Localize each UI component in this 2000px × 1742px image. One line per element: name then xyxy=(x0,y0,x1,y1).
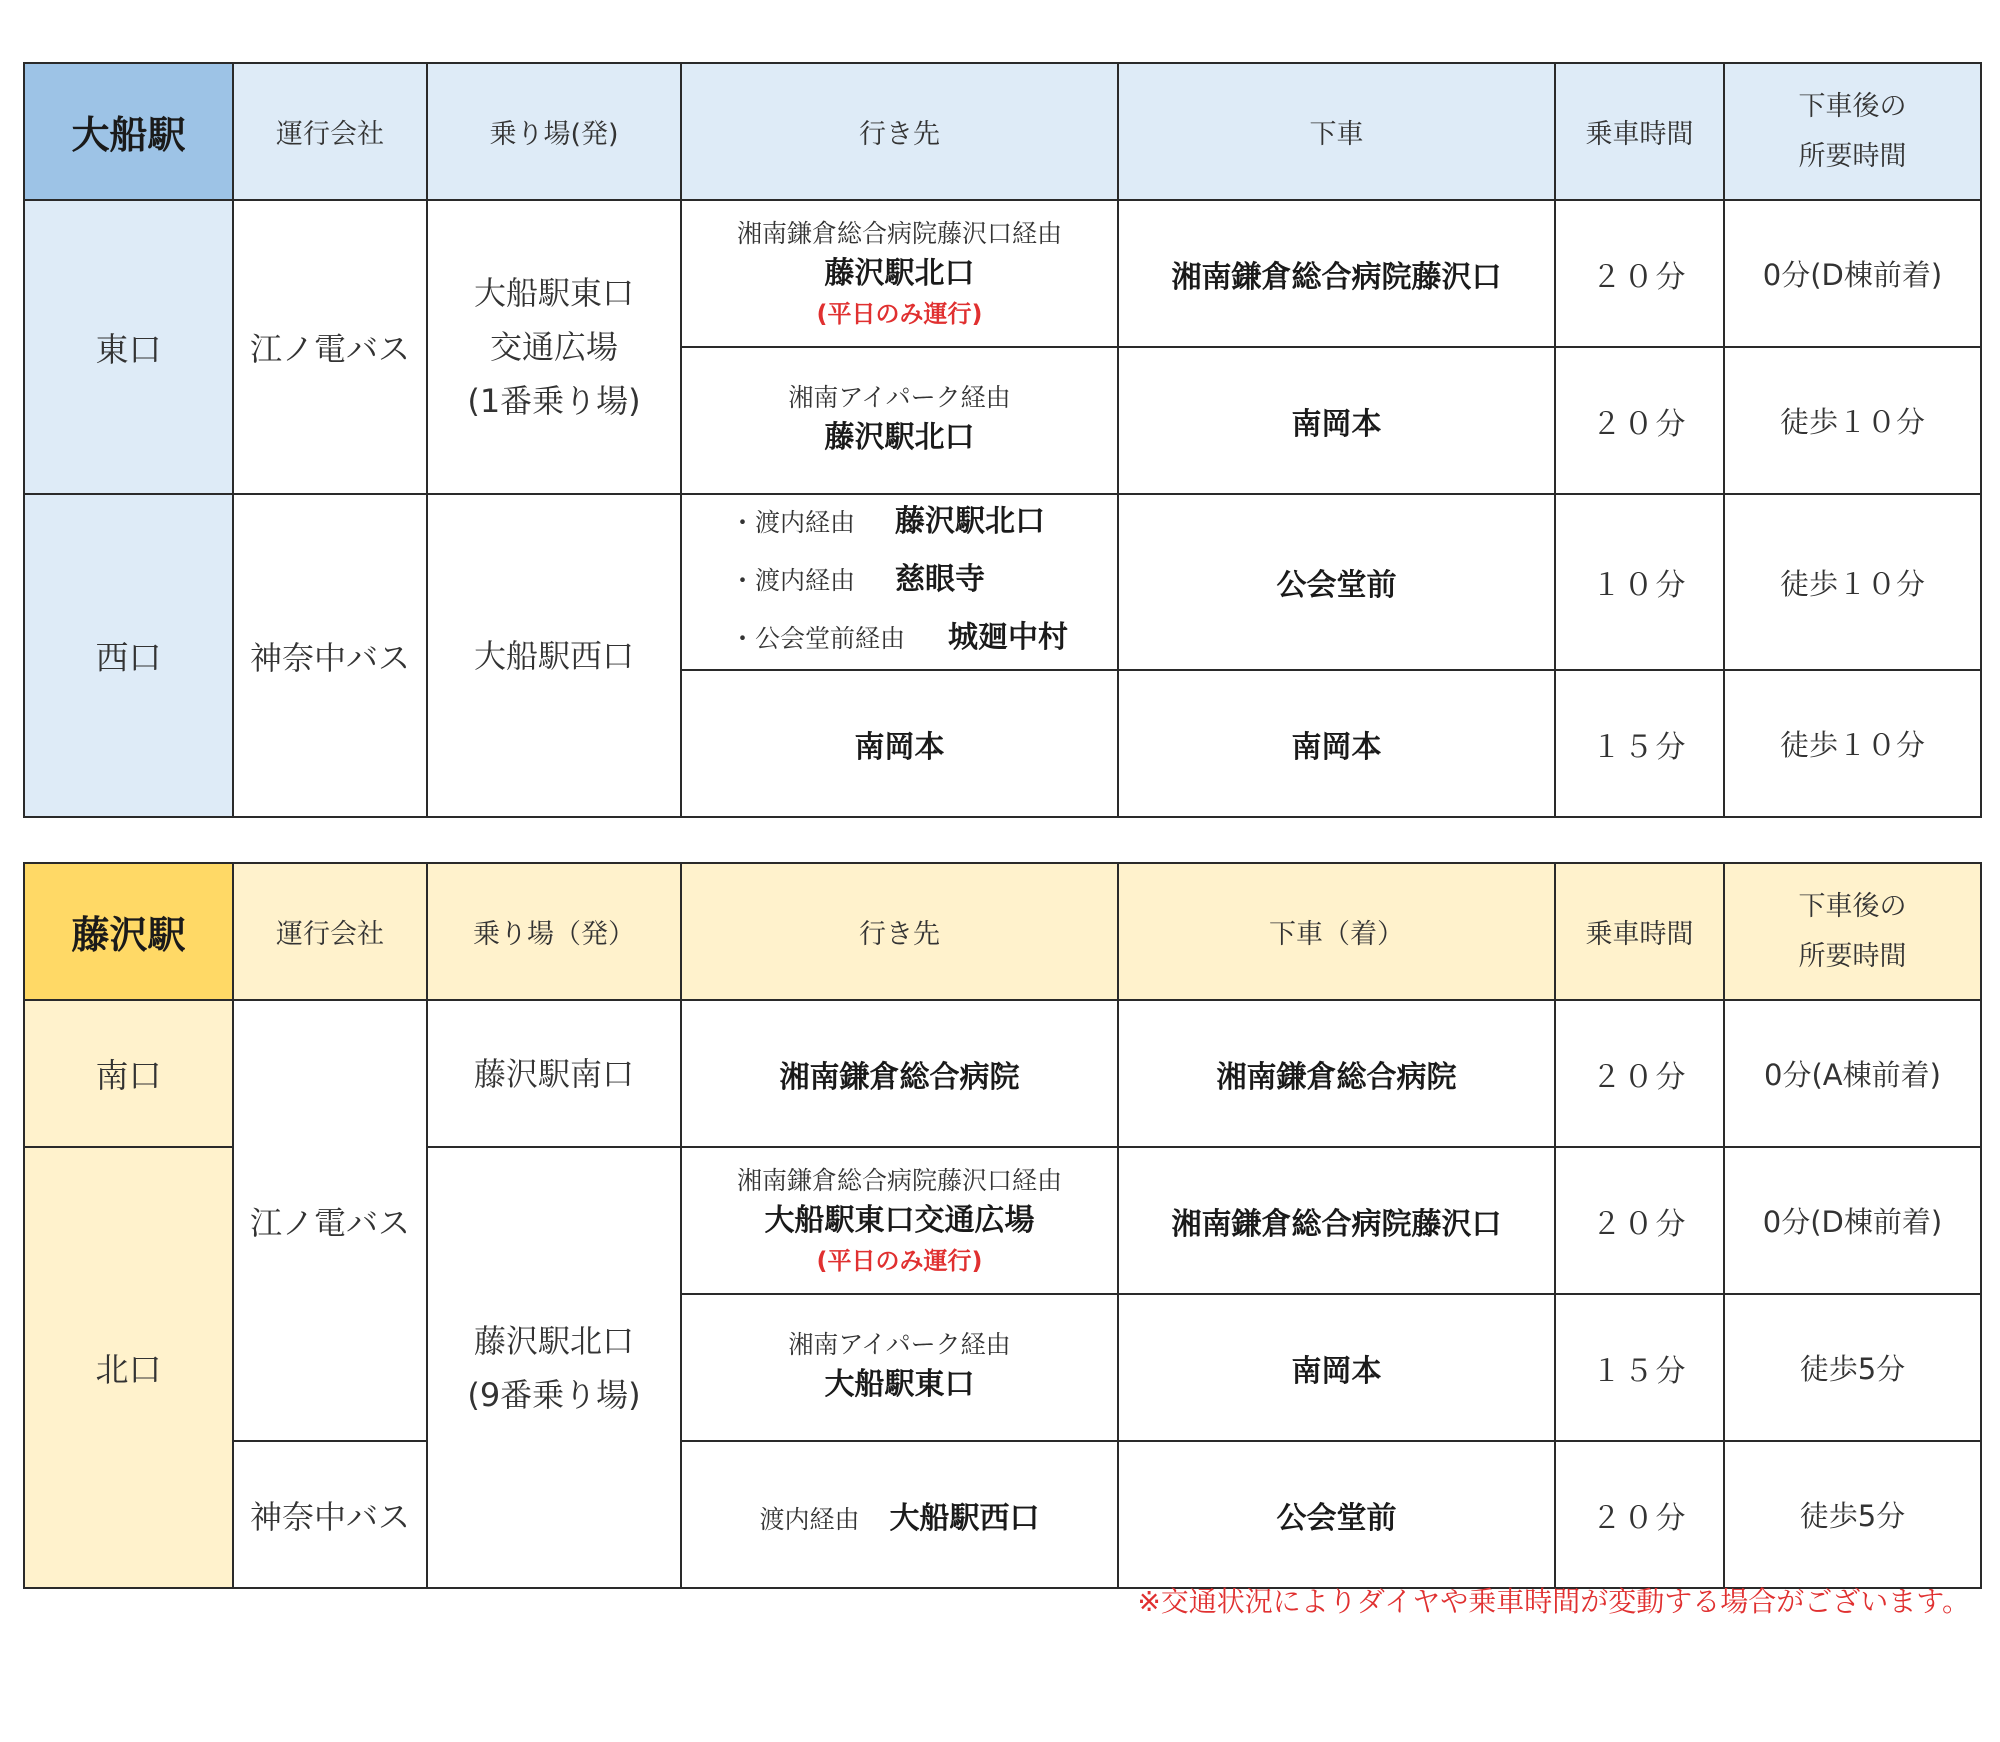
header-platform: 乗り場（発） xyxy=(427,863,681,1000)
fujisawa-station-title: 藤沢駅 xyxy=(24,863,233,1000)
fujisawa-header-row xyxy=(24,863,1981,1000)
header-company: 運行会社 xyxy=(233,63,427,200)
platform-cell: 大船駅西口 xyxy=(427,494,681,817)
destination-cell: 湘南鎌倉総合病院藤沢口経由 大船駅東口交通広場 (平日のみ運行) xyxy=(681,1147,1118,1294)
header-company: 運行会社 xyxy=(233,863,427,1000)
company-cell: 江ノ電バス xyxy=(233,1000,427,1441)
ride-time-cell: ２０分 xyxy=(1555,200,1724,347)
destination-cell: 南岡本 xyxy=(681,670,1118,817)
header-alight: 下車（着） xyxy=(1118,863,1555,1000)
alight-cell: 湘南鎌倉総合病院藤沢口 xyxy=(1118,200,1555,347)
exit-label-east: 東口 xyxy=(24,200,233,494)
after-time-cell: 徒歩１０分 xyxy=(1724,347,1981,494)
header-after-time: 下車後の 所要時間 xyxy=(1724,63,1981,200)
after-time-cell: 徒歩5分 xyxy=(1724,1441,1981,1588)
ofuna-timetable xyxy=(23,62,1982,818)
after-time-cell: 徒歩5分 xyxy=(1724,1294,1981,1441)
header-destination: 行き先 xyxy=(681,63,1118,200)
after-time-cell: 徒歩１０分 xyxy=(1724,494,1981,670)
company-cell: 神奈中バス xyxy=(233,494,427,817)
after-time-cell: 0分(D棟前着) xyxy=(1724,200,1981,347)
fujisawa-timetable xyxy=(23,862,1982,1589)
alight-cell: 南岡本 xyxy=(1118,670,1555,817)
ride-time-cell: ２０分 xyxy=(1555,347,1724,494)
alight-cell: 南岡本 xyxy=(1118,347,1555,494)
header-destination: 行き先 xyxy=(681,863,1118,1000)
platform-cell: 藤沢駅北口 (9番乗り場) xyxy=(427,1147,681,1588)
company-cell: 神奈中バス xyxy=(233,1441,427,1588)
table-row xyxy=(24,200,1981,347)
alight-cell: 湘南鎌倉総合病院 xyxy=(1118,1000,1555,1147)
ride-time-cell: ２０分 xyxy=(1555,1147,1724,1294)
exit-label-west: 西口 xyxy=(24,494,233,817)
header-ride-time: 乗車時間 xyxy=(1555,863,1724,1000)
alight-cell: 南岡本 xyxy=(1118,1294,1555,1441)
header-after-time: 下車後の 所要時間 xyxy=(1724,863,1981,1000)
ride-time-cell: １０分 xyxy=(1555,494,1724,670)
table-row xyxy=(24,1000,1981,1147)
alight-cell: 公会堂前 xyxy=(1118,1441,1555,1588)
after-time-cell: 0分(A棟前着) xyxy=(1724,1000,1981,1147)
exit-label-north: 北口 xyxy=(24,1147,233,1588)
header-platform: 乗り場(発) xyxy=(427,63,681,200)
destination-cell: 渡内経由 大船駅西口 xyxy=(681,1441,1118,1588)
via-line: ・渡内経由 藤沢駅北口 xyxy=(730,504,1045,539)
destination-cell: 湘南アイパーク経由 大船駅東口 xyxy=(681,1294,1118,1441)
after-time-cell: 0分(D棟前着) xyxy=(1724,1147,1981,1294)
ride-time-cell: １５分 xyxy=(1555,1294,1724,1441)
alight-cell: 湘南鎌倉総合病院藤沢口 xyxy=(1118,1147,1555,1294)
destination-cell xyxy=(681,494,1118,670)
traffic-note: ※交通状況によりダイヤや乗車時間が変動する場合がございます。 xyxy=(1137,1585,1970,1618)
company-cell: 江ノ電バス xyxy=(233,200,427,494)
after-time-cell: 徒歩１０分 xyxy=(1724,670,1981,817)
via-line: ・渡内経由 慈眼寺 xyxy=(730,562,985,597)
alight-cell: 公会堂前 xyxy=(1118,494,1555,670)
destination-cell: 湘南鎌倉総合病院 xyxy=(681,1000,1118,1147)
exit-label-south: 南口 xyxy=(24,1000,233,1147)
destination-cell: 湘南アイパーク経由 藤沢駅北口 xyxy=(681,347,1118,494)
ride-time-cell: ２０分 xyxy=(1555,1441,1724,1588)
header-alight: 下車 xyxy=(1118,63,1555,200)
header-ride-time: 乗車時間 xyxy=(1555,63,1724,200)
platform-cell: 大船駅東口 交通広場 (1番乗り場) xyxy=(427,200,681,494)
ofuna-station-title: 大船駅 xyxy=(24,63,233,200)
destination-cell: 湘南鎌倉総合病院藤沢口経由 藤沢駅北口 (平日のみ運行) xyxy=(681,200,1118,347)
ride-time-cell: １５分 xyxy=(1555,670,1724,817)
ofuna-header-row xyxy=(24,63,1981,200)
ride-time-cell: ２０分 xyxy=(1555,1000,1724,1147)
platform-cell: 藤沢駅南口 xyxy=(427,1000,681,1147)
via-line: ・公会堂前経由 城廻中村 xyxy=(730,620,1068,655)
table-row xyxy=(24,1441,1981,1588)
table-row xyxy=(24,494,1981,670)
